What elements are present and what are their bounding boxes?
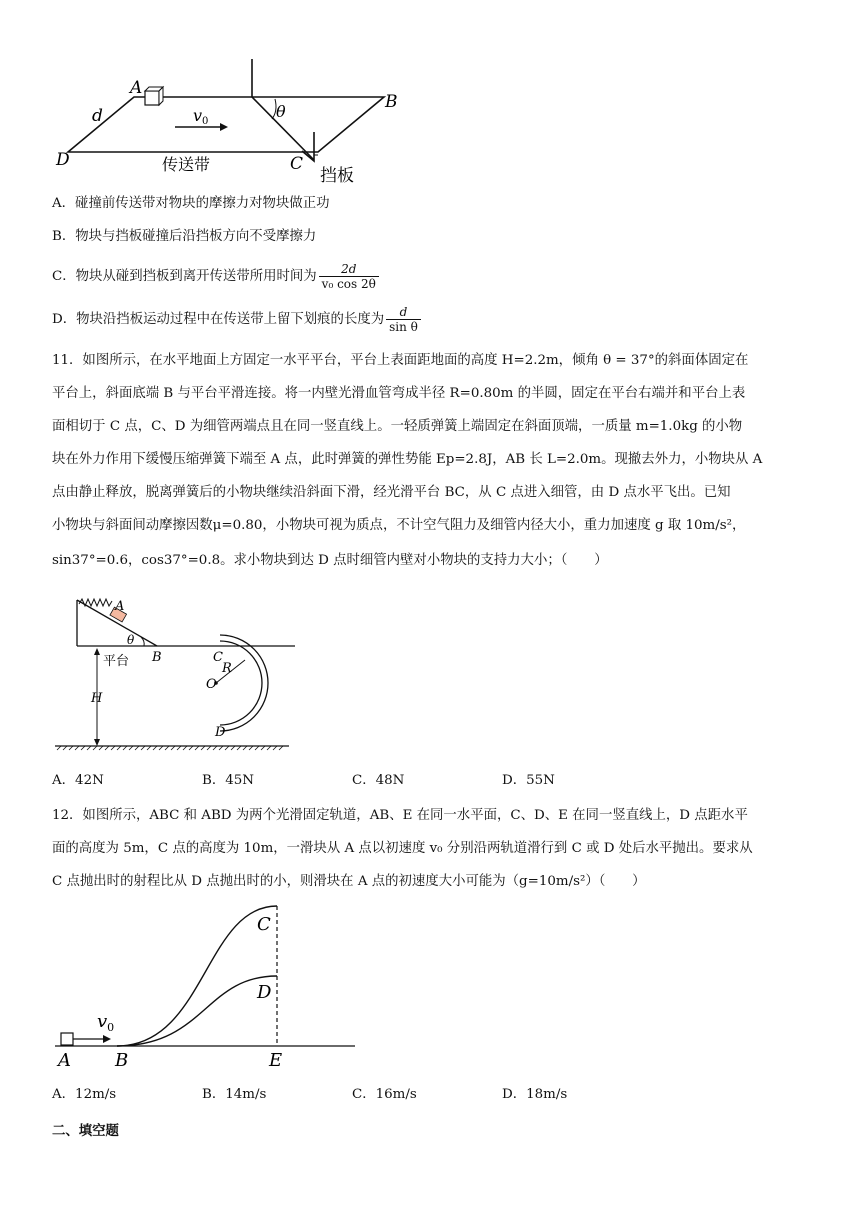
label-C: C bbox=[290, 154, 304, 174]
q12-line-1: 12．如图所示，ABC 和 ABD 为两个光滑固定轨道，AB、E 在同一水平面，C、D、E 在同一竖直线上，D 点距水平 bbox=[52, 808, 748, 823]
fig2-label-D: D bbox=[215, 725, 226, 740]
q10-option-c: C．物块从碰到挡板到离开传送带所用时间为 $\frac{2d}{\text{v₀ cos 2θ}}$ bbox=[52, 262, 379, 291]
fig3-label-A: A bbox=[58, 1050, 71, 1071]
fraction-d: $\frac{d}{\text{sin θ}}$ bbox=[386, 305, 421, 334]
q11-line-3: 面相切于 C 点，C、D 为细管两端点且在同一竖直线上。一轻质弹簧上端固定在斜面顶端，一质量 m=1.0kg 的小物 bbox=[52, 419, 743, 434]
q11-line-7: sin37°=0.6，cos37°=0.8。求小物块到达 D 点时细管内壁对小物块的支持力大小；（ ） bbox=[52, 553, 608, 568]
fig2-label-theta: θ bbox=[127, 633, 135, 647]
q12-option-b: B．14m/s bbox=[202, 1087, 267, 1102]
q12-line-3: C 点抛出时的射程比从 D 点抛出时的小，则滑块在 A 点的初速度大小可能为（g=10m/s²）（ ） bbox=[52, 874, 646, 889]
q12-option-d: D．18m/s bbox=[502, 1087, 568, 1102]
label-belt: 传送带 bbox=[162, 155, 211, 174]
q11-option-a: A．42N bbox=[52, 773, 104, 788]
q11-option-b: B．45N bbox=[202, 773, 254, 788]
q12-line-2: 面的高度为 5m，C 点的高度为 10m，一滑块从 A 点以初速度 v₀ 分别沿两轨道滑行到 C 或 D 处后水平抛出。要求从 bbox=[52, 841, 753, 856]
q12-option-c: C．16m/s bbox=[352, 1087, 417, 1102]
label-baffle: 挡板 bbox=[320, 166, 354, 186]
fig3-label-B: B bbox=[115, 1050, 129, 1071]
q11-line-2: 平台上，斜面底端 B 与平台平滑连接。将一内壁光滑血管弯成半径 R=0.80m 的半圆，固定在平台右端并和平台上表 bbox=[52, 386, 746, 401]
fig3-label-D: D bbox=[257, 982, 272, 1003]
q11-line-6: 小物块与斜面间动摩擦因数μ=0.80，小物块可视为质点，不计空气阻力及细管内径大小，重力加速度 g 取 10m/s²， bbox=[52, 518, 746, 533]
q12-option-a: A．12m/s bbox=[52, 1087, 117, 1102]
section-fill-in-heading: 二、填空题 bbox=[52, 1123, 119, 1139]
label-A: A bbox=[130, 78, 143, 98]
fig3-label-C: C bbox=[257, 914, 271, 935]
fraction-c: $\frac{2d}{\text{v₀ cos 2θ}}$ bbox=[319, 262, 379, 291]
label-theta: θ bbox=[276, 102, 286, 121]
fig2-label-A: A bbox=[115, 599, 125, 614]
tracks-figure bbox=[55, 900, 360, 1072]
label-v0: v0 bbox=[193, 106, 209, 127]
fig2-label-B: B bbox=[152, 650, 162, 665]
q11-option-d: D．55N bbox=[502, 773, 555, 788]
label-D: D bbox=[56, 150, 70, 170]
incline-tube-figure bbox=[55, 588, 295, 750]
label-d: d bbox=[92, 106, 103, 126]
q10-option-a: A．碰撞前传送带对物块的摩擦力对物块做正功 bbox=[52, 196, 330, 211]
q11-option-c: C．48N bbox=[352, 773, 405, 788]
q11-line-1: 11．如图所示，在水平地面上方固定一水平平台，平台上表面距地面的高度 H=2.2m，倾角 θ = 37°的斜面体固定在 bbox=[52, 353, 749, 368]
q10-option-b: B．物块与挡板碰撞后沿挡板方向不受摩擦力 bbox=[52, 229, 317, 244]
fig2-label-C: C bbox=[213, 650, 223, 665]
fig3-label-v0: $v_0$ bbox=[97, 1011, 115, 1034]
fig2-label-O: O bbox=[206, 677, 217, 692]
fig2-label-H: H bbox=[91, 691, 103, 706]
q10-option-d: D．物块沿挡板运动过程中在传送带上留下划痕的长度为 $\frac{d}{\text{sin θ}}$ bbox=[52, 305, 421, 334]
q11-line-5: 点由静止释放，脱离弹簧后的小物块继续沿斜面下滑，经光滑平台 BC，从 C 点进入细管，由 D 点水平飞出。已知 bbox=[52, 485, 731, 500]
fig2-label-platform: 平台 bbox=[103, 654, 130, 669]
q11-line-4: 块在外力作用下缓慢压缩弹簧下端至 A 点，此时弹簧的弹性势能 Ep=2.8J，AB 长 L=2.0m。现撤去外力，小物块从 A bbox=[52, 452, 763, 467]
fig2-label-R: R bbox=[222, 661, 232, 676]
fig3-label-E: E bbox=[269, 1050, 283, 1071]
conveyor-belt-figure bbox=[50, 55, 398, 190]
label-B: B bbox=[385, 92, 398, 112]
